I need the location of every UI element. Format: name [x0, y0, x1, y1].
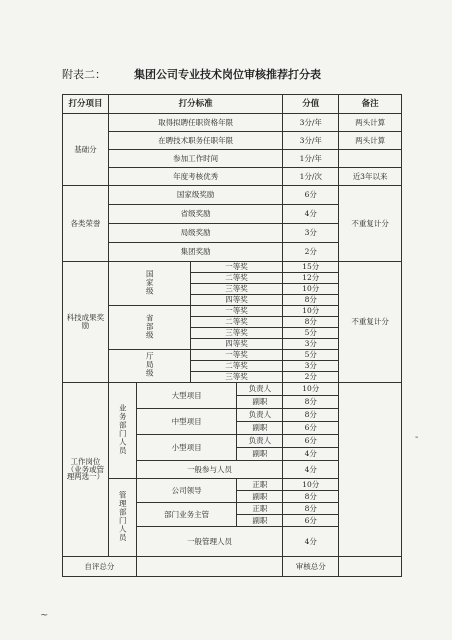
general-participant: 一般参与人员 [136, 461, 283, 479]
role: 副职 [237, 515, 283, 527]
tech-prize: 一等奖 [190, 306, 283, 317]
tech-score: 3分 [283, 361, 339, 372]
role-score: 8分 [283, 503, 339, 515]
basic-score: 1分/年 [283, 150, 339, 168]
honors-label: 各类荣誉 [63, 186, 109, 262]
role: 正职 [237, 479, 283, 491]
role: 负责人 [237, 409, 283, 422]
tech-prize: 四等奖 [190, 295, 283, 306]
tech-level-national: 国家级 [108, 262, 190, 306]
role-score: 8分 [283, 409, 339, 422]
basic-score: 3分/年 [283, 132, 339, 150]
header-note: 备注 [339, 95, 402, 114]
medium-project: 中型项目 [136, 409, 237, 435]
tech-level-provincial: 省部级 [108, 306, 190, 350]
role: 副职 [237, 491, 283, 503]
scan-mark: - [415, 432, 419, 443]
tech-score: 15分 [283, 262, 339, 273]
tech-level-bureau: 厅局级 [108, 350, 190, 383]
table-row [63, 132, 402, 150]
honors-note: 不重复计分 [339, 186, 402, 262]
tech-label: 科技成果奖励 [63, 262, 109, 383]
post-label: 工作岗位（业务或管理两选一） [63, 383, 109, 557]
tech-score: 5分 [283, 328, 339, 339]
role-score: 10分 [283, 479, 339, 491]
basic-standard: 年度考核优秀 [108, 168, 282, 186]
role: 副职 [237, 422, 283, 435]
tech-prize: 三等奖 [190, 284, 283, 295]
honors-score: 3分 [283, 224, 339, 243]
role-score: 10分 [283, 383, 339, 396]
tech-score: 5分 [283, 350, 339, 361]
tech-score: 12分 [283, 273, 339, 284]
tech-prize: 一等奖 [190, 350, 283, 361]
tech-note: 不重复计分 [339, 262, 402, 383]
footer-row [63, 557, 402, 577]
basic-note: 两头计算 [339, 132, 402, 150]
basic-label: 基础分 [63, 114, 109, 186]
small-project: 小型项目 [136, 435, 237, 461]
document-title: 集团公司专业技术岗位审核推荐打分表 [134, 68, 321, 81]
basic-note: 两头计算 [339, 114, 402, 132]
tech-prize: 二等奖 [190, 317, 283, 328]
header-row [63, 95, 402, 114]
table-row [63, 150, 402, 168]
honors-standard: 国家级奖励 [108, 186, 282, 205]
table-row [63, 262, 402, 273]
table-row [63, 168, 402, 186]
tech-score: 10分 [283, 306, 339, 317]
scoring-table [62, 94, 402, 577]
post-note [339, 383, 402, 557]
role: 副职 [237, 448, 283, 461]
table-row [63, 383, 402, 396]
honors-standard: 集团奖励 [108, 243, 282, 262]
role: 正职 [237, 503, 283, 515]
company-leader: 公司领导 [136, 479, 237, 503]
table-row [63, 114, 402, 132]
honors-standard: 局级奖励 [108, 224, 282, 243]
tech-score: 3分 [283, 339, 339, 350]
role-score: 6分 [283, 422, 339, 435]
management-label: 管理部门人员 [108, 479, 136, 557]
header-item: 打分项目 [63, 95, 109, 114]
honors-score: 4分 [283, 205, 339, 224]
audit-total-label: 审核总分 [283, 557, 339, 577]
general-manager: 一般管理人员 [136, 527, 283, 557]
basic-score: 3分/年 [283, 114, 339, 132]
basic-note: 近3年以来 [339, 168, 402, 186]
basic-standard: 取得拟聘任职资格年限 [108, 114, 282, 132]
business-label: 业务部门人员 [108, 383, 136, 479]
role-score: 8分 [283, 491, 339, 503]
tech-score: 8分 [283, 317, 339, 328]
tech-prize: 四等奖 [190, 339, 283, 350]
basic-standard: 参加工作时间 [108, 150, 282, 168]
basic-standard: 在聘技术职务任职年限 [108, 132, 282, 150]
self-total-label: 自评总分 [63, 557, 137, 577]
role-score: 4分 [283, 448, 339, 461]
role-score: 4分 [283, 527, 339, 557]
attachment-label: 附表二： [62, 68, 106, 81]
header-standard: 打分标准 [108, 95, 282, 114]
tech-prize: 二等奖 [190, 273, 283, 284]
title-row [62, 66, 402, 84]
scan-mark: ~ [40, 610, 49, 621]
role: 副职 [237, 396, 283, 409]
basic-note [339, 150, 402, 168]
tech-score: 2分 [283, 372, 339, 383]
table-row [63, 186, 402, 205]
self-total-value [136, 557, 283, 577]
role: 负责人 [237, 383, 283, 396]
tech-prize: 一等奖 [190, 262, 283, 273]
role: 负责人 [237, 435, 283, 448]
header-score: 分值 [283, 95, 339, 114]
honors-standard: 省级奖励 [108, 205, 282, 224]
honors-score: 2分 [283, 243, 339, 262]
tech-score: 10分 [283, 284, 339, 295]
dept-supervisor: 部门业务主管 [136, 503, 237, 527]
large-project: 大型项目 [136, 383, 237, 409]
role-score: 6分 [283, 515, 339, 527]
tech-prize: 三等奖 [190, 372, 283, 383]
tech-prize: 三等奖 [190, 328, 283, 339]
audit-total-value [339, 557, 402, 577]
honors-score: 6分 [283, 186, 339, 205]
tech-score: 8分 [283, 295, 339, 306]
role-score: 8分 [283, 396, 339, 409]
role-score: 6分 [283, 435, 339, 448]
tech-prize: 二等奖 [190, 361, 283, 372]
role-score: 4分 [283, 461, 339, 479]
basic-score: 1分/次 [283, 168, 339, 186]
